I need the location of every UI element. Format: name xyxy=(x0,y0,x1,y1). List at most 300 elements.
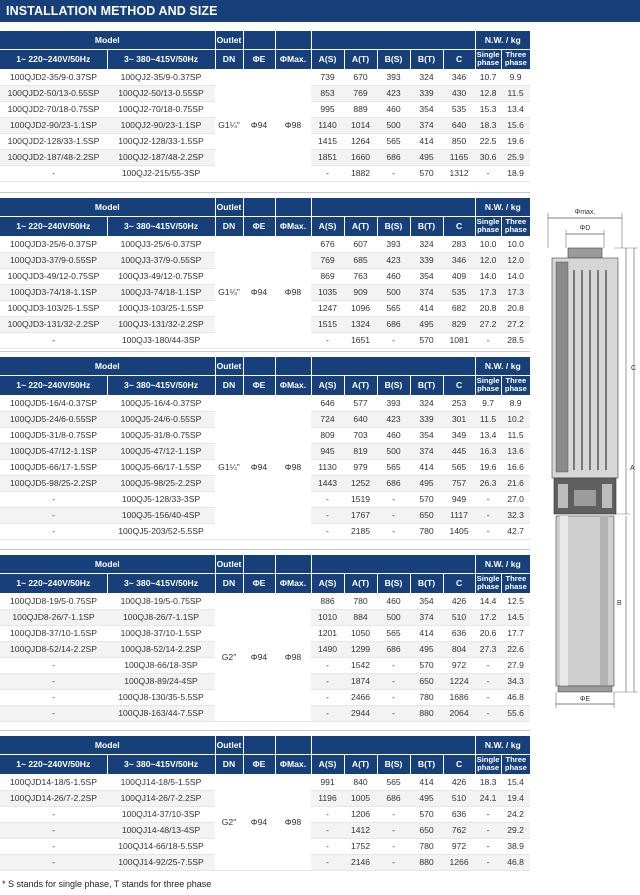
cell-nw-three: 13.6 xyxy=(501,443,530,459)
header-outlet: Outlet xyxy=(215,736,243,754)
cell-c: 2064 xyxy=(443,705,475,721)
header-net-weight: N.W. / kg xyxy=(475,555,530,573)
cell-nw-three: 10.2 xyxy=(501,411,530,427)
model-table-3 xyxy=(0,357,530,540)
cell-a-t: 763 xyxy=(344,268,377,284)
cell-single-phase-model: 100QJD3-131/32-2.2SP xyxy=(0,316,107,332)
header-row-group xyxy=(0,198,530,216)
cell-a-s: - xyxy=(311,491,344,507)
cell-single-phase-model: 100QJD5-31/8-0.75SP xyxy=(0,427,107,443)
header-outlet: Outlet xyxy=(215,198,243,216)
cell-nw-single: 14.0 xyxy=(475,268,501,284)
cell-nw-single: 24.1 xyxy=(475,790,501,806)
cell-nw-single: - xyxy=(475,806,501,822)
cell-three-phase-model: 100QJ8-130/35-5.5SP xyxy=(107,689,215,705)
cell-a-s: 1196 xyxy=(311,790,344,806)
header-c: C xyxy=(443,375,475,395)
header-net-weight: N.W. / kg xyxy=(475,357,530,375)
cell-three-phase-model: 100QJ5-66/17-1.5SP xyxy=(107,459,215,475)
cell-single-phase-model: 100QJD8-37/10-1.5SP xyxy=(0,625,107,641)
cell-b-s: 565 xyxy=(377,774,410,790)
cell-b-t: 354 xyxy=(410,593,443,609)
cell-single-phase-model: - xyxy=(0,838,107,854)
cell-b-s: - xyxy=(377,838,410,854)
cell-b-s: 686 xyxy=(377,475,410,491)
header-blank xyxy=(275,31,311,49)
header-nw-single-line2: phase xyxy=(477,58,500,67)
cell-single-phase-model: 100QJD8-52/14-2.2SP xyxy=(0,641,107,657)
cell-nw-three: 29.2 xyxy=(501,822,530,838)
header-dn: DN xyxy=(215,754,243,774)
cell-nw-single: - xyxy=(475,673,501,689)
cell-a-t: 840 xyxy=(344,774,377,790)
cell-c: 301 xyxy=(443,411,475,427)
cell-nw-single: 13.4 xyxy=(475,427,501,443)
cell-nw-three: 32.3 xyxy=(501,507,530,523)
header-row-group xyxy=(0,31,530,49)
cell-nw-three: 27.9 xyxy=(501,657,530,673)
header-row-columns xyxy=(0,216,530,236)
table-row xyxy=(0,593,530,609)
header-row-columns xyxy=(0,573,530,593)
cell-a-t: 2466 xyxy=(344,689,377,705)
header-nw-single xyxy=(475,754,501,774)
header-nw-single-line1: Single xyxy=(476,49,500,59)
cell-b-s: 686 xyxy=(377,149,410,165)
cell-a-s: 724 xyxy=(311,411,344,427)
cell-phi-e: Φ94 xyxy=(243,774,275,870)
cell-c: 1312 xyxy=(443,165,475,181)
cell-b-t: 650 xyxy=(410,673,443,689)
header-row-columns xyxy=(0,375,530,395)
cell-b-t: 324 xyxy=(410,69,443,85)
cell-nw-single: 20.6 xyxy=(475,625,501,641)
cell-single-phase-model: - xyxy=(0,705,107,721)
header-blank xyxy=(243,31,275,49)
cell-a-t: 1096 xyxy=(344,300,377,316)
header-outlet: Outlet xyxy=(215,555,243,573)
cell-b-s: 393 xyxy=(377,69,410,85)
cell-nw-three: 21.6 xyxy=(501,475,530,491)
cell-a-t: 884 xyxy=(344,609,377,625)
cell-a-s: 739 xyxy=(311,69,344,85)
header-dn: DN xyxy=(215,49,243,69)
cell-nw-three: 12.5 xyxy=(501,593,530,609)
header-b-t: B(T) xyxy=(410,216,443,236)
footnote: * S stands for single phase, T stands for three phase xyxy=(2,879,212,889)
cell-nw-single: - xyxy=(475,165,501,181)
header-phi-e: ΦE xyxy=(243,49,275,69)
cell-a-t: 1050 xyxy=(344,625,377,641)
cell-nw-three: 27.2 xyxy=(501,316,530,332)
cell-a-t: 1005 xyxy=(344,790,377,806)
cell-single-phase-model: 100QJD2-128/33-1.5SP xyxy=(0,133,107,149)
cell-three-phase-model: 100QJ3-25/6-0.37SP xyxy=(107,236,215,252)
cell-three-phase-model: 100QJ8-66/18-3SP xyxy=(107,657,215,673)
table-row xyxy=(0,774,530,790)
cell-a-t: 1299 xyxy=(344,641,377,657)
cell-dn: G1¼" xyxy=(215,395,243,539)
cell-a-t: 685 xyxy=(344,252,377,268)
cell-b-t: 414 xyxy=(410,133,443,149)
cell-single-phase-model: - xyxy=(0,507,107,523)
header-nw-single xyxy=(475,49,501,69)
header-nw-three xyxy=(501,216,530,236)
cell-a-s: 1247 xyxy=(311,300,344,316)
header-b-s: B(S) xyxy=(377,375,410,395)
cell-nw-single: - xyxy=(475,332,501,348)
cell-b-t: 495 xyxy=(410,149,443,165)
cell-b-t: 880 xyxy=(410,705,443,721)
cell-a-t: 769 xyxy=(344,85,377,101)
header-nw-single-line1: Single xyxy=(476,216,500,226)
cell-c: 430 xyxy=(443,85,475,101)
cell-nw-three: 55.6 xyxy=(501,705,530,721)
phi-d-label: ΦD xyxy=(579,225,591,232)
cell-b-s: - xyxy=(377,705,410,721)
cell-b-t: 570 xyxy=(410,165,443,181)
cell-phi-e: Φ94 xyxy=(243,593,275,721)
cell-c: 972 xyxy=(443,657,475,673)
header-nw-single-line2: phase xyxy=(477,225,500,234)
cell-c: 346 xyxy=(443,69,475,85)
cell-single-phase-model: 100QJD5-24/6-0.55SP xyxy=(0,411,107,427)
cell-a-t: 1660 xyxy=(344,149,377,165)
spec-table xyxy=(0,357,530,540)
cell-a-s: 869 xyxy=(311,268,344,284)
cell-c: 636 xyxy=(443,625,475,641)
cell-nw-three: 17.3 xyxy=(501,284,530,300)
cell-b-s: 500 xyxy=(377,443,410,459)
header-dimensions xyxy=(311,31,475,49)
header-b-t: B(T) xyxy=(410,375,443,395)
cell-three-phase-model: 100QJ5-156/40-4SP xyxy=(107,507,215,523)
header-a-s: A(S) xyxy=(311,573,344,593)
cell-c: 762 xyxy=(443,822,475,838)
cell-a-t: 577 xyxy=(344,395,377,411)
cell-nw-three: 16.6 xyxy=(501,459,530,475)
cell-nw-three: 17.7 xyxy=(501,625,530,641)
cell-nw-single: 10.7 xyxy=(475,69,501,85)
header-model: Model xyxy=(0,736,215,754)
cell-a-t: 909 xyxy=(344,284,377,300)
cell-a-s: 1515 xyxy=(311,316,344,332)
a-label: A xyxy=(630,465,635,472)
cell-b-s: - xyxy=(377,332,410,348)
cell-single-phase-model: - xyxy=(0,657,107,673)
header-blank xyxy=(275,198,311,216)
cell-c: 1165 xyxy=(443,149,475,165)
header-dn: DN xyxy=(215,573,243,593)
cell-a-t: 1651 xyxy=(344,332,377,348)
header-blank xyxy=(243,357,275,375)
cell-nw-three: 13.4 xyxy=(501,101,530,117)
header-model: Model xyxy=(0,555,215,573)
header-dimensions xyxy=(311,555,475,573)
cell-b-s: - xyxy=(377,507,410,523)
cell-dn: G1¼" xyxy=(215,69,243,181)
table-row xyxy=(0,395,530,411)
cell-phi-max: Φ98 xyxy=(275,593,311,721)
cell-nw-three: 11.5 xyxy=(501,427,530,443)
cell-three-phase-model: 100QJ14-26/7-2.2SP xyxy=(107,790,215,806)
cell-c: 409 xyxy=(443,268,475,284)
cell-a-t: 1767 xyxy=(344,507,377,523)
cell-single-phase-model: 100QJD3-74/18-1.1SP xyxy=(0,284,107,300)
header-b-t: B(T) xyxy=(410,573,443,593)
cell-a-s: - xyxy=(311,854,344,870)
header-three-phase-model: 3~ 380~415V/50Hz xyxy=(107,754,215,774)
cell-three-phase-model: 100QJ3-37/9-0.55SP xyxy=(107,252,215,268)
cell-c: 445 xyxy=(443,443,475,459)
header-b-t: B(T) xyxy=(410,49,443,69)
model-table-5 xyxy=(0,736,530,871)
header-three-phase-model: 3~ 380~415V/50Hz xyxy=(107,49,215,69)
cell-c: 636 xyxy=(443,806,475,822)
cell-b-t: 374 xyxy=(410,284,443,300)
cell-b-s: - xyxy=(377,673,410,689)
cell-single-phase-model: 100QJD3-49/12-0.75SP xyxy=(0,268,107,284)
cell-a-s: 945 xyxy=(311,443,344,459)
cell-b-t: 495 xyxy=(410,475,443,491)
header-nw-single xyxy=(475,573,501,593)
header-b-s: B(S) xyxy=(377,573,410,593)
cell-c: 757 xyxy=(443,475,475,491)
cell-single-phase-model: - xyxy=(0,854,107,870)
header-a-t: A(T) xyxy=(344,573,377,593)
section-divider xyxy=(0,351,530,352)
cell-a-t: 1324 xyxy=(344,316,377,332)
cell-single-phase-model: - xyxy=(0,673,107,689)
header-net-weight: N.W. / kg xyxy=(475,198,530,216)
header-row-columns xyxy=(0,754,530,774)
header-dimensions xyxy=(311,736,475,754)
pump-outlet xyxy=(568,248,602,258)
cell-nw-three: 15.4 xyxy=(501,774,530,790)
cell-b-s: 500 xyxy=(377,284,410,300)
cell-single-phase-model: 100QJD8-26/7-1.1SP xyxy=(0,609,107,625)
cell-a-t: 640 xyxy=(344,411,377,427)
header-phi-e: ΦE xyxy=(243,754,275,774)
header-phi-e: ΦE xyxy=(243,216,275,236)
cell-b-t: 374 xyxy=(410,609,443,625)
cell-b-t: 339 xyxy=(410,411,443,427)
cell-nw-three: 38.9 xyxy=(501,838,530,854)
header-nw-three xyxy=(501,375,530,395)
header-nw-three-line2: phase xyxy=(504,58,527,67)
header-a-t: A(T) xyxy=(344,49,377,69)
cell-b-t: 570 xyxy=(410,332,443,348)
cell-b-t: 650 xyxy=(410,822,443,838)
cell-b-s: 686 xyxy=(377,316,410,332)
cell-b-t: 324 xyxy=(410,395,443,411)
cell-three-phase-model: 100QJ8-19/5-0.75SP xyxy=(107,593,215,609)
page-title: INSTALLATION METHOD AND SIZE xyxy=(0,0,640,22)
cell-phi-max: Φ98 xyxy=(275,69,311,181)
cell-b-s: - xyxy=(377,491,410,507)
cell-nw-three: 24.2 xyxy=(501,806,530,822)
cell-single-phase-model: - xyxy=(0,689,107,705)
cell-three-phase-model: 100QJ2-215/55-3SP xyxy=(107,165,215,181)
cell-single-phase-model: 100QJD5-16/4-0.37SP xyxy=(0,395,107,411)
cell-dn: G2" xyxy=(215,774,243,870)
table-row xyxy=(0,236,530,252)
header-nw-three-line1: Three xyxy=(505,573,527,583)
header-a-s: A(S) xyxy=(311,49,344,69)
header-dn: DN xyxy=(215,216,243,236)
cell-single-phase-model: 100QJD5-47/12-1.1SP xyxy=(0,443,107,459)
header-a-s: A(S) xyxy=(311,754,344,774)
header-model: Model xyxy=(0,198,215,216)
cell-c: 1405 xyxy=(443,523,475,539)
cell-a-s: - xyxy=(311,332,344,348)
cell-c: 565 xyxy=(443,459,475,475)
cell-b-t: 354 xyxy=(410,101,443,117)
cell-b-s: 500 xyxy=(377,117,410,133)
cell-single-phase-model: - xyxy=(0,332,107,348)
section-divider xyxy=(0,730,530,731)
cell-nw-single: 14.4 xyxy=(475,593,501,609)
cell-nw-three: 12.0 xyxy=(501,252,530,268)
cell-nw-three: 14.0 xyxy=(501,268,530,284)
cell-nw-single: 18.3 xyxy=(475,117,501,133)
cell-a-t: 1752 xyxy=(344,838,377,854)
header-blank xyxy=(275,736,311,754)
header-dimensions xyxy=(311,357,475,375)
cell-three-phase-model: 100QJ2-50/13-0.55SP xyxy=(107,85,215,101)
cell-nw-three: 11.5 xyxy=(501,85,530,101)
cell-b-s: - xyxy=(377,523,410,539)
cell-three-phase-model: 100QJ2-128/33-1.5SP xyxy=(107,133,215,149)
cell-single-phase-model: 100QJD5-98/25-2.2SP xyxy=(0,475,107,491)
cell-b-s: - xyxy=(377,165,410,181)
header-nw-three-line2: phase xyxy=(504,384,527,393)
cell-b-s: 565 xyxy=(377,459,410,475)
header-single-phase-model: 1~ 220~240V/50Hz xyxy=(0,754,107,774)
cell-a-t: 2146 xyxy=(344,854,377,870)
cell-nw-single: 17.2 xyxy=(475,609,501,625)
cell-b-t: 780 xyxy=(410,838,443,854)
cell-b-t: 780 xyxy=(410,523,443,539)
cell-a-t: 1882 xyxy=(344,165,377,181)
cell-three-phase-model: 100QJ14-66/18-5.5SP xyxy=(107,838,215,854)
cell-nw-single: 22.5 xyxy=(475,133,501,149)
header-blank xyxy=(275,357,311,375)
cell-single-phase-model: - xyxy=(0,165,107,181)
cell-three-phase-model: 100QJ14-48/13-4SP xyxy=(107,822,215,838)
cell-nw-three: 46.8 xyxy=(501,689,530,705)
cell-nw-single: - xyxy=(475,491,501,507)
header-dn: DN xyxy=(215,375,243,395)
cell-b-s: 393 xyxy=(377,236,410,252)
cell-b-t: 570 xyxy=(410,806,443,822)
cell-phi-max: Φ98 xyxy=(275,236,311,348)
cell-b-s: - xyxy=(377,854,410,870)
spec-table xyxy=(0,31,530,182)
cell-a-t: 1542 xyxy=(344,657,377,673)
cell-c: 972 xyxy=(443,838,475,854)
cell-a-t: 2944 xyxy=(344,705,377,721)
spec-table xyxy=(0,736,530,871)
header-a-s: A(S) xyxy=(311,375,344,395)
pump-cable-guard xyxy=(556,262,568,472)
cell-phi-e: Φ94 xyxy=(243,395,275,539)
cell-a-s: 1140 xyxy=(311,117,344,133)
header-three-phase-model: 3~ 380~415V/50Hz xyxy=(107,216,215,236)
cell-a-t: 1252 xyxy=(344,475,377,491)
cell-a-s: 1415 xyxy=(311,133,344,149)
cell-c: 949 xyxy=(443,491,475,507)
cell-three-phase-model: 100QJ3-49/12-0.75SP xyxy=(107,268,215,284)
cell-three-phase-model: 100QJ5-16/4-0.37SP xyxy=(107,395,215,411)
header-nw-three xyxy=(501,49,530,69)
c-label: C xyxy=(631,365,637,372)
header-phi-max: ΦMax. xyxy=(275,375,311,395)
cell-nw-single: 12.0 xyxy=(475,252,501,268)
cell-a-s: 676 xyxy=(311,236,344,252)
header-row-group xyxy=(0,555,530,573)
cell-b-s: - xyxy=(377,806,410,822)
header-b-s: B(S) xyxy=(377,754,410,774)
spec-table xyxy=(0,198,530,349)
header-nw-three xyxy=(501,573,530,593)
cell-three-phase-model: 100QJ2-35/9-0.37SP xyxy=(107,69,215,85)
header-nw-three-line1: Three xyxy=(505,216,527,226)
cell-nw-single: - xyxy=(475,705,501,721)
header-blank xyxy=(243,555,275,573)
header-nw-three-line2: phase xyxy=(504,225,527,234)
cell-a-t: 889 xyxy=(344,101,377,117)
header-single-phase-model: 1~ 220~240V/50Hz xyxy=(0,216,107,236)
spec-table xyxy=(0,555,530,722)
cell-b-t: 780 xyxy=(410,689,443,705)
cell-a-s: 1201 xyxy=(311,625,344,641)
cell-nw-three: 46.8 xyxy=(501,854,530,870)
cell-nw-three: 22.6 xyxy=(501,641,530,657)
cell-dn: G2" xyxy=(215,593,243,721)
cell-b-s: 565 xyxy=(377,300,410,316)
cell-c: 1266 xyxy=(443,854,475,870)
cell-single-phase-model: 100QJD2-50/13-0.55SP xyxy=(0,85,107,101)
cell-a-t: 1874 xyxy=(344,673,377,689)
cell-a-t: 1264 xyxy=(344,133,377,149)
cell-c: 640 xyxy=(443,117,475,133)
cell-b-s: 460 xyxy=(377,268,410,284)
phi-e-label: ΦE xyxy=(579,696,591,703)
cell-a-s: - xyxy=(311,165,344,181)
cell-b-s: 460 xyxy=(377,101,410,117)
cell-a-s: 1851 xyxy=(311,149,344,165)
cell-b-t: 495 xyxy=(410,790,443,806)
cell-b-t: 880 xyxy=(410,854,443,870)
cell-nw-three: 19.4 xyxy=(501,790,530,806)
cell-a-s: 769 xyxy=(311,252,344,268)
header-a-t: A(T) xyxy=(344,216,377,236)
header-row-columns xyxy=(0,49,530,69)
cell-single-phase-model: - xyxy=(0,822,107,838)
cell-b-t: 374 xyxy=(410,443,443,459)
motor-base xyxy=(558,686,612,692)
header-blank xyxy=(243,198,275,216)
header-b-t: B(T) xyxy=(410,754,443,774)
cell-nw-single: - xyxy=(475,507,501,523)
cell-c: 804 xyxy=(443,641,475,657)
cell-nw-single: 30.6 xyxy=(475,149,501,165)
cell-a-s: - xyxy=(311,523,344,539)
cell-b-t: 339 xyxy=(410,252,443,268)
cell-single-phase-model: 100QJD8-19/5-0.75SP xyxy=(0,593,107,609)
header-net-weight: N.W. / kg xyxy=(475,31,530,49)
